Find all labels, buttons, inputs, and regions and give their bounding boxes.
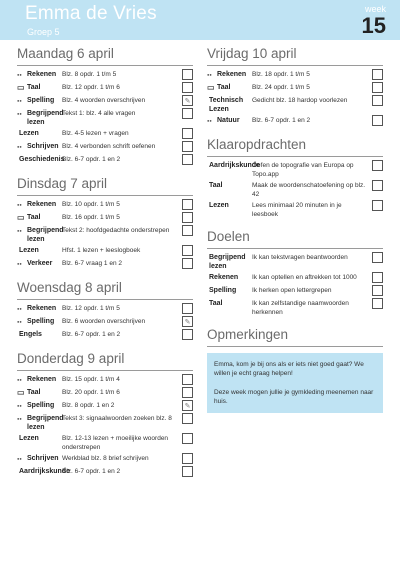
task-checkbox[interactable] (182, 95, 193, 106)
group-icon: ●● (17, 228, 22, 233)
header-bar (0, 0, 400, 40)
subject (17, 141, 62, 151)
group-icon: ●● (17, 456, 22, 461)
group-icon: ●● (17, 72, 22, 77)
task-checkbox[interactable] (182, 387, 193, 398)
subject (17, 453, 62, 463)
task-checkbox[interactable] (182, 225, 193, 236)
group-icon: ●● (17, 111, 22, 116)
task-checkbox[interactable] (182, 141, 193, 152)
task-row (17, 316, 193, 328)
task-row (207, 180, 383, 199)
subject-label: Taal (209, 300, 223, 307)
task-description: Blz. 16 opdr. 1 t/m 5 (62, 214, 120, 221)
task-row (17, 433, 193, 452)
task-checkbox[interactable] (182, 199, 193, 210)
speech-icon: ▭ (17, 83, 25, 92)
task-row (17, 413, 193, 432)
divider (17, 195, 193, 196)
task-checkbox[interactable] (372, 95, 383, 106)
task-description: Tekst 1: blz. 4 alle vragen (62, 110, 136, 117)
task-description: Blz. 4-5 lezen + vragen (62, 130, 129, 137)
task-checkbox[interactable] (182, 212, 193, 223)
subject (207, 180, 252, 190)
section-doelen (207, 229, 383, 317)
divider (17, 299, 193, 300)
task-description: Ik kan optellen en aftrekken tot 1000 (252, 274, 357, 281)
subject (17, 400, 62, 410)
task-checkbox[interactable] (182, 433, 193, 444)
section-klaaropdrachten (207, 137, 383, 219)
task-checkbox[interactable] (182, 258, 193, 269)
task-checkbox[interactable] (372, 82, 383, 93)
subject-label: Taal (27, 389, 41, 396)
task-description: Blz. 6-7 opdr. 1 en 2 (62, 156, 121, 163)
task-row (207, 285, 383, 297)
subject-label: Rekenen (27, 376, 57, 383)
task-row (17, 212, 193, 224)
subject-label: Rekenen (27, 71, 57, 78)
pencil-icon: ✎ (184, 318, 191, 326)
group-icon: ●● (17, 416, 22, 421)
subject-label: Aardrijkskunde (209, 162, 260, 169)
section-vrijdag-10-april (207, 46, 383, 127)
subject-label: Taal (27, 84, 41, 91)
section-maandag-6-april (17, 46, 193, 166)
divider (207, 346, 383, 347)
task-description: Ik kan tekstvragen beantwoorden (252, 254, 348, 261)
group-icon: ●● (17, 202, 22, 207)
subject (207, 298, 252, 308)
subject (17, 199, 62, 209)
section-title: Maandag 6 april (17, 46, 114, 61)
task-description: Blz. 4 woorden overschrijven (62, 97, 146, 104)
subject (207, 285, 252, 295)
week-label: week (364, 4, 386, 14)
subject (17, 303, 62, 313)
task-checkbox[interactable] (372, 272, 383, 283)
task-description: Blz. 6-7 opdr. 1 en 2 (62, 331, 121, 338)
task-description: Oefen de topografie van Europa op Topo.app (252, 162, 354, 178)
subject-label: Lezen (19, 247, 39, 254)
subject (17, 69, 62, 79)
task-checkbox[interactable] (372, 285, 383, 296)
section-title: Dinsdag 7 april (17, 176, 108, 191)
section-title: Klaaropdrachten (207, 137, 307, 152)
group-label: Groep 5 (27, 27, 60, 37)
pencil-icon: ✎ (184, 97, 191, 105)
task-description: Blz. 6-7 opdr. 1 en 2 (252, 117, 311, 124)
task-checkbox[interactable] (182, 82, 193, 93)
task-description: Blz. 12 opdr. 1 t/m 6 (62, 84, 120, 91)
subject (207, 160, 260, 170)
subject-label: Engels (19, 331, 42, 338)
speech-icon: ▭ (17, 213, 25, 222)
task-checkbox[interactable] (182, 400, 193, 411)
task-description: Blz. 8 opdr. 1 en 2 (62, 402, 115, 409)
divider (17, 370, 193, 371)
left-column (17, 44, 193, 488)
subject (17, 245, 62, 255)
subject-label: Natuur (217, 117, 240, 124)
subject (207, 252, 252, 271)
task-row (207, 115, 383, 127)
subject-label: Begrijpend lezen (27, 110, 64, 126)
task-checkbox[interactable] (372, 200, 383, 211)
subject (17, 212, 62, 222)
subject (17, 329, 62, 339)
task-description: Blz. 24 opdr. 1 t/m 5 (252, 84, 310, 91)
section-woensdag-8-april (17, 280, 193, 341)
pencil-icon: ✎ (184, 402, 191, 410)
subject (17, 316, 62, 326)
task-row (17, 387, 193, 399)
subject (207, 272, 252, 282)
task-description: Blz. 8 opdr. 1 t/m 5 (62, 71, 117, 78)
task-row (17, 374, 193, 386)
subject-label: Begrijpend lezen (209, 254, 246, 270)
right-column (207, 44, 383, 423)
task-row (17, 400, 193, 412)
subject (17, 258, 62, 268)
remark-text: Emma, kom je bij ons als er iets niet goed gaat? We willen je echt graag helpen! (214, 361, 364, 377)
subject-label: Taal (27, 214, 41, 221)
task-description: Blz. 18 opdr. 1 t/m 5 (252, 71, 310, 78)
subject-label: Rekenen (209, 274, 239, 281)
task-row (207, 95, 383, 114)
group-icon: ●● (17, 306, 22, 311)
task-checkbox[interactable] (182, 329, 193, 340)
task-description: Blz. 4 verbonden schrift oefenen (62, 143, 156, 150)
subject-label: Begrijpend lezen (27, 227, 64, 243)
subject (207, 69, 252, 79)
group-icon: ●● (17, 377, 22, 382)
week-number: 15 (361, 13, 386, 38)
task-description: Tekst 2: hoofdgedachte onderstrepen (62, 227, 170, 234)
task-row (17, 329, 193, 341)
subject (17, 374, 62, 384)
group-icon: ●● (17, 144, 22, 149)
task-description: Ik kan zelfstandige naamwoorden herkennen (252, 300, 349, 316)
subject (207, 200, 252, 210)
section-title: Donderdag 9 april (17, 351, 125, 366)
subject-label: Rekenen (27, 201, 57, 208)
task-row (207, 82, 383, 94)
task-row (17, 466, 193, 478)
task-description: Blz. 6-7 opdr. 1 en 2 (62, 468, 121, 475)
task-description: Blz. 6 woorden overschrijven (62, 318, 146, 325)
speech-icon: ▭ (207, 83, 215, 92)
subject-label: Spelling (27, 402, 55, 409)
subject-label: Begrijpend lezen (27, 415, 64, 431)
subject-label: Lezen (19, 435, 39, 442)
task-checkbox[interactable] (372, 115, 383, 126)
subject-label: Technisch Lezen (209, 97, 244, 113)
divider (207, 65, 383, 66)
task-row (17, 95, 193, 107)
remarks-box (207, 353, 383, 413)
divider (207, 248, 383, 249)
task-row (17, 303, 193, 315)
subject (17, 154, 65, 164)
task-description: Hfst. 1 lezen + leeslogboek (62, 247, 141, 254)
task-description: Blz. 10 opdr. 1 t/m 5 (62, 201, 120, 208)
task-checkbox[interactable] (372, 298, 383, 309)
subject (207, 82, 252, 92)
task-row (17, 108, 193, 127)
subject-label: Geschiedenis (19, 156, 65, 163)
task-description: Blz. 12-13 lezen + moeilijke woorden onderstrepen (62, 435, 169, 451)
subject (207, 115, 252, 125)
task-checkbox[interactable] (182, 245, 193, 256)
task-row (17, 225, 193, 244)
subject-label: Taal (209, 182, 223, 189)
subject-label: Spelling (209, 287, 237, 294)
task-row (207, 160, 383, 179)
speech-icon: ▭ (17, 388, 25, 397)
task-row (17, 199, 193, 211)
task-row (207, 200, 383, 219)
subject-label: Aardrijkskunde (19, 468, 70, 475)
subject (17, 413, 62, 432)
remark-text: Deze week mogen jullie je gymkleding meenemen naar huis. (214, 389, 374, 405)
subject (17, 466, 70, 476)
task-checkbox[interactable] (182, 466, 193, 477)
group-icon: ●● (17, 319, 22, 324)
subject-label: Spelling (27, 97, 55, 104)
subject-label: Taal (217, 84, 231, 91)
task-checkbox[interactable] (372, 252, 383, 263)
subject-label: Verkeer (27, 260, 53, 267)
task-description: Werkblad blz. 8 brief schrijven (62, 455, 149, 462)
subject (17, 433, 62, 443)
subject-label: Schrijven (27, 455, 59, 462)
task-row (17, 82, 193, 94)
task-description: Tekst 3: signaalwoorden zoeken blz. 8 (62, 415, 172, 422)
subject-label: Rekenen (27, 305, 57, 312)
divider (17, 65, 193, 66)
task-row (17, 69, 193, 81)
section-title: Woensdag 8 april (17, 280, 122, 295)
task-checkbox[interactable] (182, 128, 193, 139)
task-row (17, 453, 193, 465)
section-remarks (207, 327, 383, 413)
task-checkbox[interactable] (182, 303, 193, 314)
task-checkbox[interactable] (182, 108, 193, 119)
section-donderdag-9-april (17, 351, 193, 478)
task-description: Blz. 6-7 vraag 1 en 2 (62, 260, 122, 267)
task-row (17, 154, 193, 166)
subject (17, 95, 62, 105)
group-icon: ●● (17, 403, 22, 408)
task-checkbox[interactable] (182, 413, 193, 424)
task-description: Ik herken open lettergrepen (252, 287, 332, 294)
task-checkbox[interactable] (372, 180, 383, 191)
subject (17, 128, 62, 138)
task-checkbox[interactable] (182, 453, 193, 464)
task-row (207, 272, 383, 284)
subject (17, 82, 62, 92)
task-description: Blz. 12 opdr. 1 t/m 5 (62, 305, 120, 312)
group-icon: ●● (17, 261, 22, 266)
task-checkbox[interactable] (372, 69, 383, 80)
subject-label: Lezen (209, 202, 229, 209)
group-icon: ●● (207, 72, 212, 77)
subject (17, 387, 62, 397)
task-description: Blz. 20 opdr. 1 t/m 6 (62, 389, 120, 396)
section-dinsdag-7-april (17, 176, 193, 270)
task-row (17, 141, 193, 153)
subject-label: Rekenen (217, 71, 247, 78)
subject (207, 95, 252, 114)
subject-label: Lezen (19, 130, 39, 137)
task-checkbox[interactable] (182, 374, 193, 385)
task-checkbox[interactable] (372, 160, 383, 171)
task-row (17, 258, 193, 270)
section-title: Opmerkingen (207, 327, 289, 342)
task-description: Blz. 15 opdr. 1 t/m 4 (62, 376, 120, 383)
section-title: Vrijdag 10 april (207, 46, 297, 61)
group-icon: ●● (17, 98, 22, 103)
subject (17, 225, 62, 244)
task-row (207, 69, 383, 81)
student-name: Emma de Vries (25, 3, 157, 24)
divider (207, 156, 383, 157)
task-checkbox[interactable] (182, 154, 193, 165)
subject-label: Spelling (27, 318, 55, 325)
subject (17, 108, 62, 127)
task-row (17, 245, 193, 257)
task-row (207, 298, 383, 317)
task-checkbox[interactable] (182, 316, 193, 327)
section-title: Doelen (207, 229, 250, 244)
group-icon: ●● (207, 118, 212, 123)
task-description: Lees minimaal 20 minuten in je leesboek (252, 202, 342, 218)
subject-label: Schrijven (27, 143, 59, 150)
task-description: Gedicht blz. 18 hardop voorlezen (252, 97, 348, 104)
task-row (207, 252, 383, 271)
task-description: Maak de woordenschatoefening op blz. 42 (252, 182, 366, 198)
task-checkbox[interactable] (182, 69, 193, 80)
task-row (17, 128, 193, 140)
